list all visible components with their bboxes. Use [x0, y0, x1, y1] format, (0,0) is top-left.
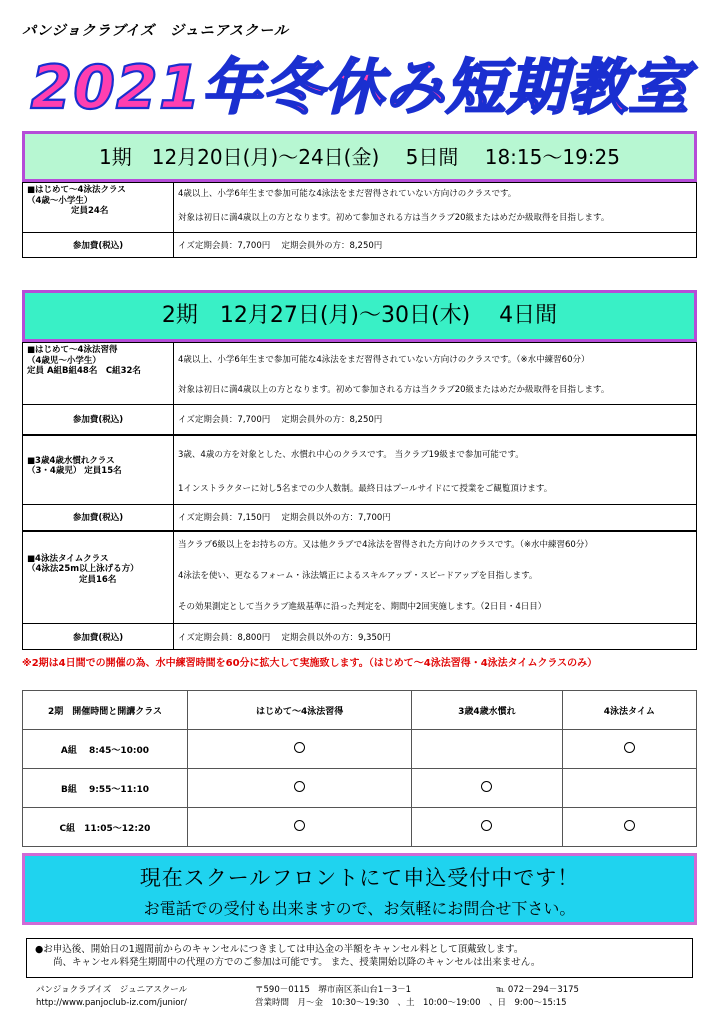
schedule-row: [23, 808, 697, 847]
available-circle-icon: [624, 742, 635, 753]
available-circle-icon: [294, 820, 305, 831]
footer-hours: 営業時間 月～金 10:30～19:30 、土 10:00～19:00 、日 9:00～15:15: [255, 998, 567, 1008]
front-desk-banner: [22, 853, 697, 925]
footer-address: 〒590－0115 堺市南区茶山台1－3－1: [255, 985, 412, 995]
schedule-cell: [188, 769, 412, 808]
front-line2: お電話での受付も出来ますので、お気軽にお問合せ下さい。: [143, 899, 576, 918]
fee-label: 参加費(税込): [23, 505, 174, 531]
school-name: パンジョクラブイズ ジュニアスクール: [22, 23, 289, 39]
available-circle-icon: [481, 781, 492, 792]
schedule-header-class: 4泳法タイム: [562, 691, 696, 730]
schedule-row-label: C組 11:05～12:20: [23, 808, 188, 847]
available-circle-icon: [624, 820, 635, 831]
footer-school: パンジョクラブイズ ジュニアスクール: [36, 985, 188, 995]
schedule-row: [23, 730, 697, 769]
schedule-header-class: はじめて～4泳法習得: [188, 691, 412, 730]
schedule-cell: [562, 730, 696, 769]
schedule-cell: [188, 808, 412, 847]
schedule-cell: [562, 808, 696, 847]
fee-value: イズ定期会員：7,700円 定期会員外の方：8,250円: [174, 405, 697, 435]
footer-url[interactable]: http://www.panjoclub-iz.com/junior/: [36, 998, 187, 1008]
class-label: ■はじめて～4泳法クラス （4歳～小学生） 定員24名: [23, 183, 174, 233]
class-description: 4歳以上、小学6年生まで参加可能な4泳法をまだ習得されていない方向けのクラスです。 対象は初日に満4歳以上の方となります。初めて参加される方は当クラブ20級またはめだか級取得を目指します。: [174, 183, 697, 233]
schedule-row-label: A組 8:45～10:00: [23, 730, 188, 769]
class-label: ■はじめて～4泳法習得 （4歳児～小学生） 定員 A組B組48名 C組32名: [23, 343, 174, 405]
fee-label: 参加費(税込): [23, 624, 174, 650]
schedule-header-title: 2期 開催時間と開講クラス: [23, 691, 188, 730]
schedule-cell: [188, 730, 412, 769]
fee-label: 参加費(税込): [23, 233, 174, 258]
period1-title: 1期 12月20日(月)～24日(金) 5日間 18:15～19:25: [99, 144, 620, 169]
schedule-table: [22, 690, 697, 847]
class-description: 当クラブ6級以上をお持ちの方。又は他クラブで4泳法を習得された方向けのクラスです。（※水中練習60分） 4泳法を使い、更なるフォーム・泳法矯正によるスキルアップ・スピードアップを目指します。 その効果測定として当クラブ進級基準に沿った判定を、期間中2回実施します。（2日目・4日目）: [174, 531, 697, 624]
schedule-cell: [562, 769, 696, 808]
schedule-row: [23, 769, 697, 808]
headline: [20, 44, 700, 124]
class-description: 4歳以上、小学6年生まで参加可能な4泳法をまだ習得されていない方向けのクラスです。（※水中練習60分） 対象は初日に満4歳以上の方となります。初めて参加される方は当クラブ20級またはめだか級取得を目指します。: [174, 343, 697, 405]
period1-table: [22, 182, 697, 258]
cancellation-notice: ●お申込後、開始日の1週間前からのキャンセルにつきましては申込金の半額をキャンセル料として頂戴致します。 尚、キャンセル料発生期間中の代理の方でのご参加は可能です。 また、授業開始以降のキャンセルは出来ません。: [26, 938, 693, 978]
available-circle-icon: [294, 781, 305, 792]
period1-banner: [22, 131, 697, 182]
schedule-cell: [412, 730, 562, 769]
available-circle-icon: [294, 742, 305, 753]
fee-value: イズ定期会員：7,700円 定期会員外の方：8,250円: [174, 233, 697, 258]
class-description: 3歳、4歳の方を対象とした、水慣れ中心のクラスです。 当クラブ19級まで参加可能です。 1インストラクターに対し5名までの少人数制。最終日はプールサイドにて授業をご観覧頂けます。: [174, 435, 697, 505]
class-label: ■4泳法タイムクラス （4泳法25m以上泳げる方） 定員16名: [23, 531, 174, 624]
front-line1: 現在スクールフロントにて申込受付中です！: [139, 866, 580, 890]
fee-value: イズ定期会員：8,800円 定期会員以外の方：9,350円: [174, 624, 697, 650]
headline-text: 2021年冬休み短期教室: [30, 53, 690, 123]
period2-note: ※2期は4日間での開催の為、水中練習時間を60分に拡大して実施致します。（はじめて～4泳法習得・4泳法タイムクラスのみ）: [22, 658, 598, 669]
schedule-cell: [412, 808, 562, 847]
period2-table: [22, 342, 697, 650]
footer-tel: ℡ 072－294－3175: [496, 985, 579, 995]
fee-label: 参加費(税込): [23, 405, 174, 435]
fee-value: イズ定期会員：7,150円 定期会員以外の方：7,700円: [174, 505, 697, 531]
schedule-cell: [412, 769, 562, 808]
schedule-row-label: B組 9:55～11:10: [23, 769, 188, 808]
class-label: ■3歳4歳水慣れクラス （3・4歳児） 定員15名: [23, 435, 174, 505]
schedule-header-class: 3歳4歳水慣れ: [412, 691, 562, 730]
period2-title: 2期 12月27日(月)～30日(木) 4日間: [161, 303, 558, 328]
available-circle-icon: [481, 820, 492, 831]
period2-banner: [22, 290, 697, 342]
